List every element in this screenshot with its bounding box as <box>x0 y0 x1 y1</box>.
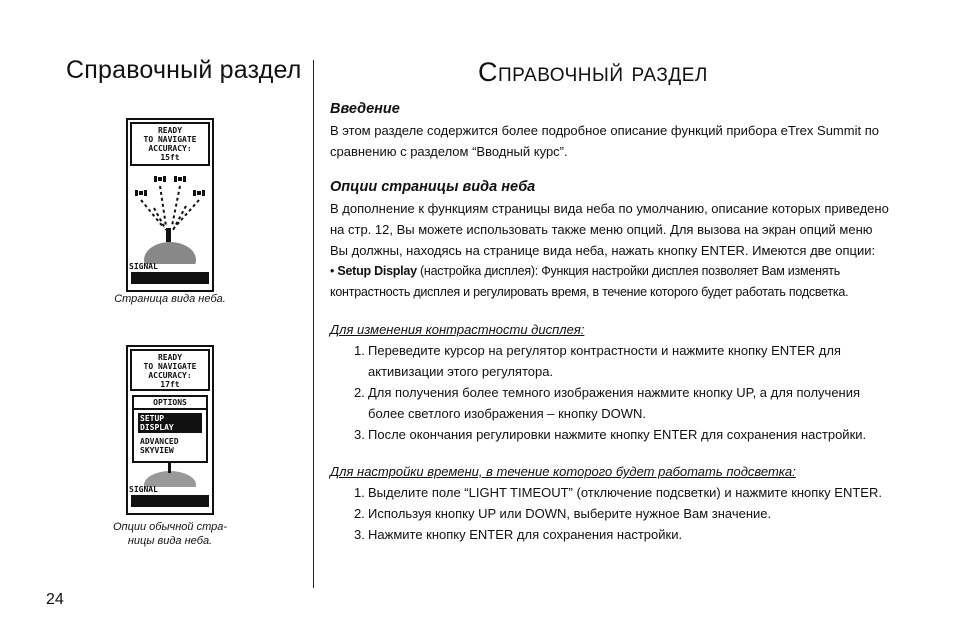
status-line: 15ft <box>160 153 180 162</box>
status-line: TO NAVIGATE <box>143 135 197 144</box>
status-line: ACCURACY: <box>148 144 192 153</box>
paragraph: В этом разделе содержится более подробное описание функций прибора eTrex Summit по сравнению с разделом “Вводный курс”. <box>330 123 879 159</box>
options-menu-title: OPTIONS <box>134 397 206 410</box>
subsection-title: Для изменения контрастности дисплея: <box>330 322 585 337</box>
device-screen-skyview <box>126 118 214 292</box>
step-text: Используя кнопку UP или DOWN, выберите нужное Вам значение. <box>368 506 772 521</box>
status-line: READY <box>157 353 183 362</box>
options-menu <box>132 395 208 463</box>
status-line: TO NAVIGATE <box>143 362 197 371</box>
section-title-left: Справочный раздел <box>66 56 302 84</box>
steps-list <box>330 482 890 545</box>
list-item <box>330 503 890 524</box>
menu-item-label: SETUP DISPLAY <box>140 414 174 432</box>
earth-globe <box>144 242 196 264</box>
status-box <box>130 349 210 391</box>
list-item <box>330 482 890 503</box>
steps-list <box>330 340 890 445</box>
menu-item-setup-display[interactable] <box>138 413 202 433</box>
sky-view-graphic <box>128 168 212 264</box>
page-number: 24 <box>46 591 64 608</box>
earth-globe <box>128 463 212 487</box>
bullet-term: Setup Display <box>337 264 417 278</box>
step-number: 3. <box>354 527 365 542</box>
step-text: После окончания регулировки нажмите кнопку ENTER для сохранения настройки. <box>368 427 867 442</box>
signal-bar <box>131 495 209 507</box>
signal-bar <box>131 272 209 284</box>
step-text: Для получения более темного изображения нажмите кнопку UP, а для получения более светлого изображения – кнопку DOWN. <box>368 385 861 421</box>
vertical-divider <box>313 60 314 588</box>
step-number: 1. <box>354 485 365 500</box>
caption-line: Опции обычной стра- <box>112 521 228 533</box>
main-content <box>330 98 890 545</box>
status-line: ACCURACY: <box>148 371 192 380</box>
step-text: Нажмите кнопку ENTER для сохранения настройки. <box>368 527 683 542</box>
list-item <box>330 382 890 424</box>
page-title: Справочный раздел <box>478 57 708 87</box>
section-heading: Опции страницы вида неба <box>330 179 536 195</box>
status-line: READY <box>157 126 183 135</box>
figure-caption <box>100 520 240 548</box>
bullet-item <box>330 261 890 303</box>
bullet-mark: • <box>330 264 335 278</box>
signal-label: SIGNAL <box>129 262 158 271</box>
device-screen-options <box>126 345 214 515</box>
step-number: 3. <box>354 427 365 442</box>
signal-label: SIGNAL <box>129 485 158 494</box>
paragraph: В дополнение к функциям страницы вида неба по умолчанию, описание которых приведено на стр. 12, Вы можете использовать также меню опций. Для вызова на экран опций меню Вы должны, находясь на странице вида неба, нажать кнопку ENTER. Имеются две опции: <box>330 201 889 258</box>
figure-caption: Страница вида неба. <box>114 293 226 305</box>
bullet-text: (настройка дисплея): Функция настройки дисплея позволяет Вам изменять контрастность дисплея и регулировать время, в течение которого будет работать подсветка. <box>330 264 849 299</box>
menu-item-label: ADVANCED SKYVIEW <box>140 437 179 455</box>
section-heading: Введение <box>330 101 400 117</box>
menu-item-advanced-skyview[interactable] <box>138 436 202 456</box>
step-number: 2. <box>354 385 365 400</box>
list-item <box>330 424 890 445</box>
status-line: 17ft <box>160 380 180 389</box>
satellite-icon <box>135 176 205 196</box>
list-item <box>330 524 890 545</box>
step-number: 2. <box>354 506 365 521</box>
step-text: Переведите курсор на регулятор контрастности и нажмите кнопку ENTER для активизации этого регулятора. <box>368 343 841 379</box>
step-text: Выделите поле “LIGHT TIMEOUT” (отключение подсветки) и нажмите кнопку ENTER. <box>368 485 882 500</box>
step-number: 1. <box>354 343 365 358</box>
subsection-title: Для настройки времени, в течение которого будет работать подсветка: <box>330 464 796 479</box>
status-box <box>130 122 210 166</box>
list-item <box>330 340 890 382</box>
caption-line: ницы вида неба. <box>127 535 213 547</box>
